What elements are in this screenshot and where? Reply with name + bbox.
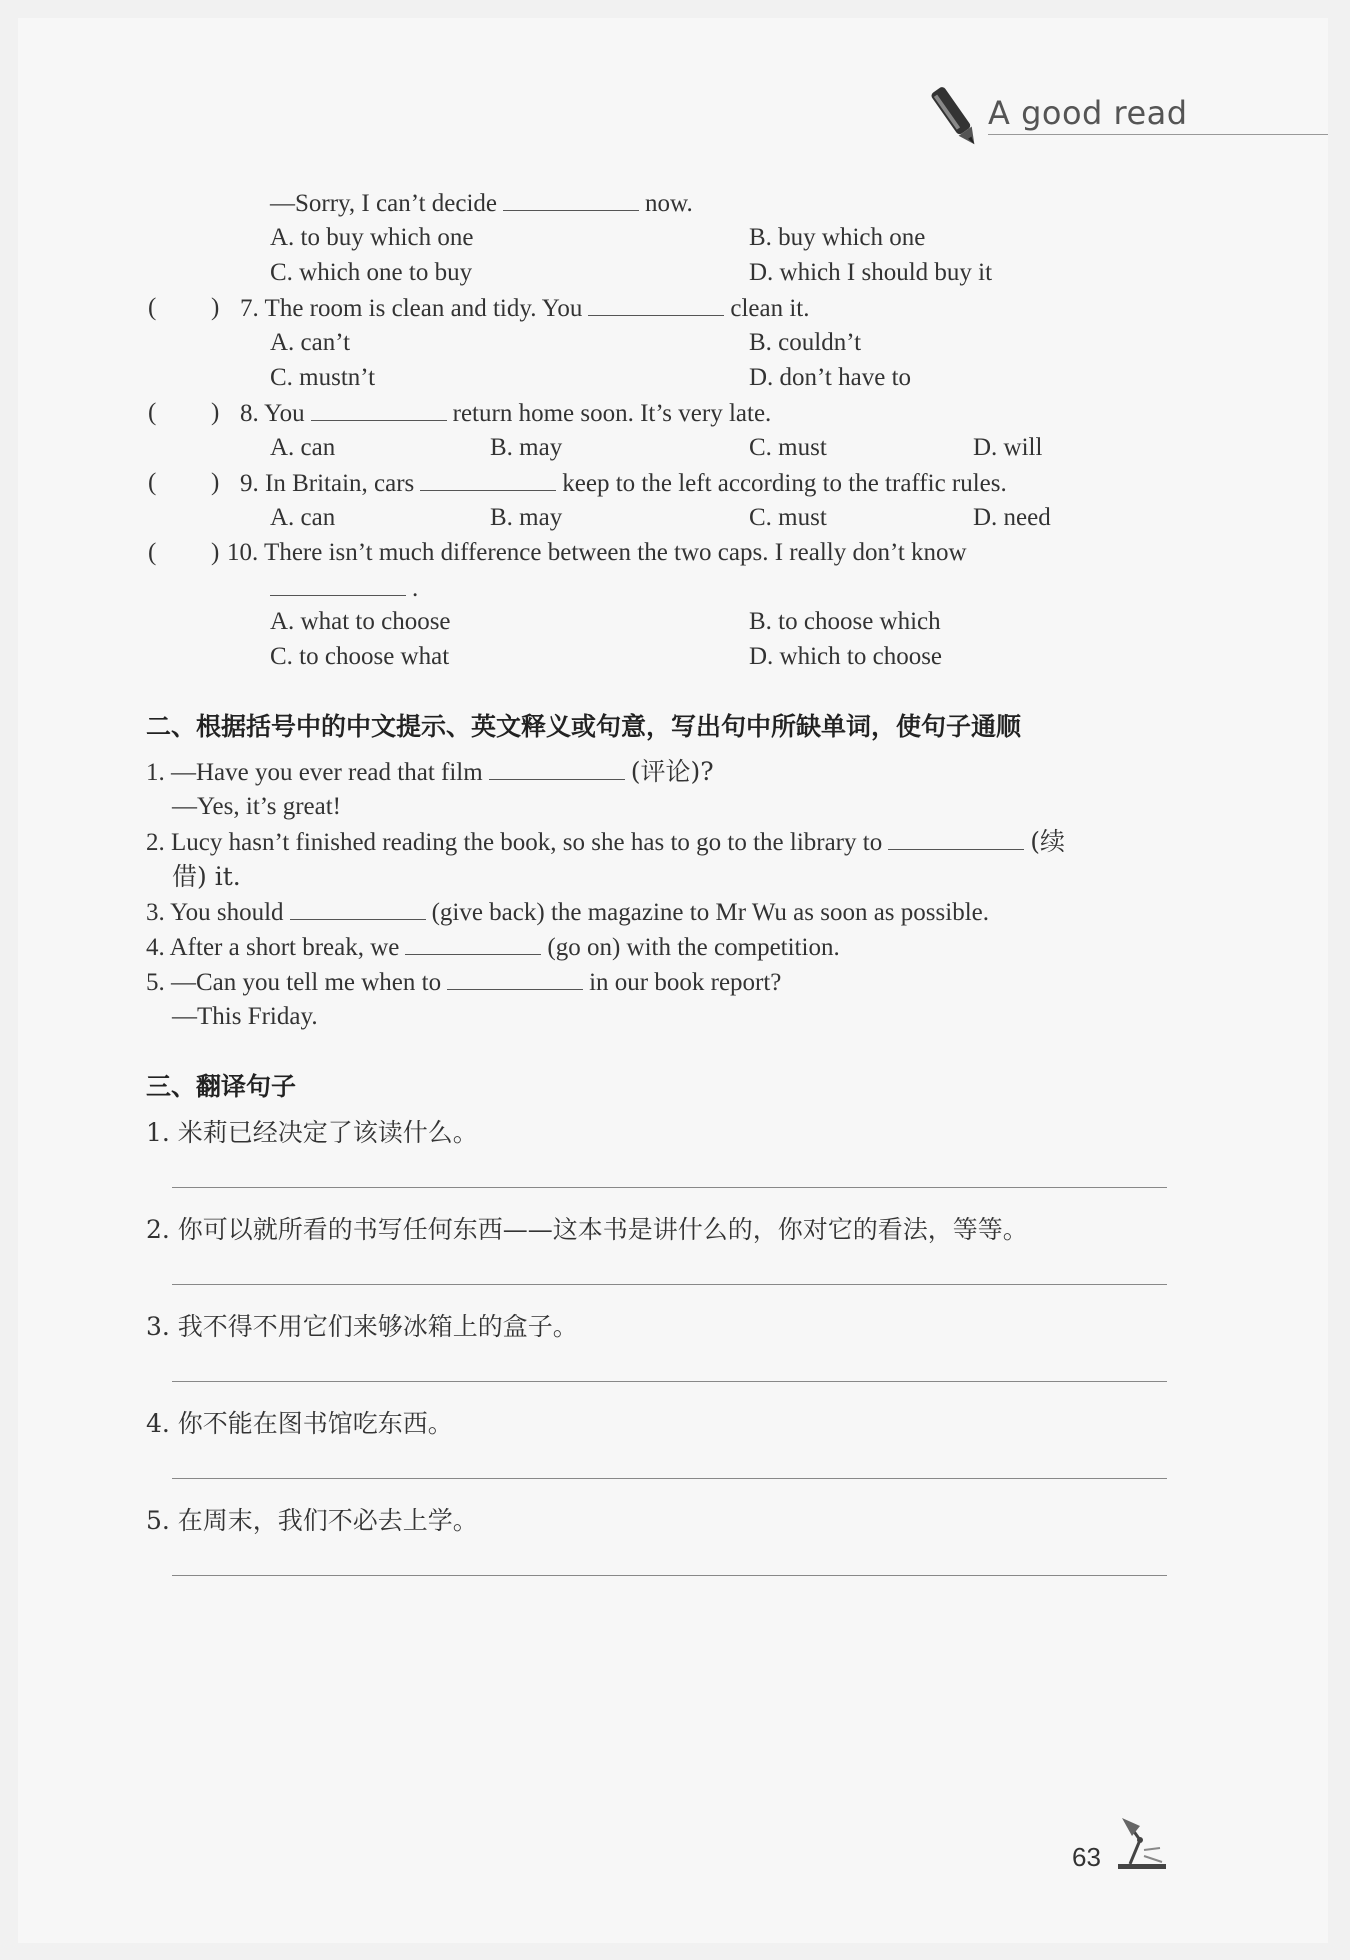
q6-option-a: A. to buy which one bbox=[270, 224, 474, 251]
answer-paren-open: ( bbox=[148, 539, 157, 566]
s2-item-3: 3. You should (give back) the magazine to Mr Wu as soon as possible. bbox=[146, 899, 989, 926]
answer-paren-open: ( bbox=[148, 294, 157, 321]
translation-answer-line[interactable] bbox=[172, 1478, 1167, 1479]
q7-option-a: A. can’t bbox=[270, 329, 351, 356]
header-title: A good read bbox=[988, 94, 1188, 132]
q6-option-d: D. which I should buy it bbox=[749, 259, 993, 286]
translation-answer-line[interactable] bbox=[172, 1381, 1167, 1382]
s2-item-5-reply: —This Friday. bbox=[172, 1003, 318, 1030]
q7-option-b: B. couldn’t bbox=[749, 329, 862, 356]
q9-option-a: A. can bbox=[270, 504, 336, 531]
q8-option-a: A. can bbox=[270, 434, 336, 461]
s3-item-2: 2. 你可以就所看的书写任何东西——这本书是讲什么的，你对它的看法，等等。 bbox=[146, 1215, 1028, 1244]
answer-blank[interactable] bbox=[270, 573, 406, 596]
translation-answer-line[interactable] bbox=[172, 1187, 1167, 1188]
s2-item-1: 1. —Have you ever read that film (评论)? bbox=[146, 757, 714, 786]
section2-heading: 二、根据括号中的中文提示、英文释义或句意，写出句中所缺单词，使句子通顺 bbox=[146, 712, 1022, 741]
answer-blank[interactable] bbox=[489, 757, 625, 780]
q7-stem: 7. The room is clean and tidy. You clean it. bbox=[240, 295, 810, 322]
answer-blank[interactable] bbox=[588, 293, 724, 316]
s2-item-4: 4. After a short break, we (go on) with the competition. bbox=[146, 934, 840, 961]
answer-blank[interactable] bbox=[420, 468, 556, 491]
q9-option-d: D. need bbox=[973, 504, 1051, 531]
section3-heading: 三、翻译句子 bbox=[146, 1072, 297, 1101]
q10-option-c: C. to choose what bbox=[270, 643, 450, 670]
q8-stem: 8. You return home soon. It’s very late. bbox=[240, 400, 772, 427]
s3-item-4: 4. 你不能在图书馆吃东西。 bbox=[146, 1409, 453, 1438]
q8-option-b: B. may bbox=[490, 434, 563, 461]
answer-paren-close: ) bbox=[211, 539, 220, 566]
s3-item-1: 1. 米莉已经决定了该读什么。 bbox=[146, 1118, 478, 1147]
q10-stem: 10. There isn’t much difference between the two caps. I really don’t know bbox=[227, 539, 967, 566]
q10-option-d: D. which to choose bbox=[749, 643, 943, 670]
s2-item-5: 5. —Can you tell me when to in our book report? bbox=[146, 969, 782, 996]
q6-option-b: B. buy which one bbox=[749, 224, 926, 251]
page-number: 63 bbox=[1072, 1842, 1101, 1872]
pen-icon bbox=[928, 82, 984, 154]
desk-lamp-icon bbox=[1110, 1812, 1172, 1874]
answer-paren-open: ( bbox=[148, 469, 157, 496]
q7-option-d: D. don’t have to bbox=[749, 364, 912, 391]
answer-blank[interactable] bbox=[290, 897, 426, 920]
s2-item-2: 2. Lucy hasn’t finished reading the book, so she has to go to the library to (续 bbox=[146, 827, 1065, 856]
s3-item-3: 3. 我不得不用它们来够冰箱上的盒子。 bbox=[146, 1312, 578, 1341]
q9-option-b: B. may bbox=[490, 504, 563, 531]
q10-option-a: A. what to choose bbox=[270, 608, 451, 635]
translation-answer-line[interactable] bbox=[172, 1284, 1167, 1285]
q8-option-c: C. must bbox=[749, 434, 827, 461]
answer-blank[interactable] bbox=[503, 188, 639, 211]
q9-stem: 9. In Britain, cars keep to the left according to the traffic rules. bbox=[240, 470, 1007, 497]
s2-item-1-reply: —Yes, it’s great! bbox=[172, 793, 341, 820]
q10-option-b: B. to choose which bbox=[749, 608, 941, 635]
page-header bbox=[928, 82, 1328, 152]
q7-option-c: C. mustn’t bbox=[270, 364, 376, 391]
answer-blank[interactable] bbox=[888, 827, 1024, 850]
q6-option-c: C. which one to buy bbox=[270, 259, 473, 286]
q6-line: —Sorry, I can’t decide now. bbox=[270, 190, 693, 217]
answer-blank[interactable] bbox=[311, 398, 447, 421]
q9-option-c: C. must bbox=[749, 504, 827, 531]
translation-answer-line[interactable] bbox=[172, 1575, 1167, 1576]
answer-paren-close: ) bbox=[211, 399, 220, 426]
answer-blank[interactable] bbox=[447, 967, 583, 990]
answer-blank[interactable] bbox=[405, 932, 541, 955]
s3-item-5: 5. 在周末，我们不必去上学。 bbox=[146, 1506, 478, 1535]
s2-item-2-cont: 借) it. bbox=[172, 862, 241, 891]
q8-option-d: D. will bbox=[973, 434, 1043, 461]
q10-blank-line: . bbox=[270, 573, 418, 604]
header-rule bbox=[988, 134, 1328, 135]
answer-paren-close: ) bbox=[211, 469, 220, 496]
answer-paren-open: ( bbox=[148, 399, 157, 426]
answer-paren-close: ) bbox=[211, 294, 220, 321]
